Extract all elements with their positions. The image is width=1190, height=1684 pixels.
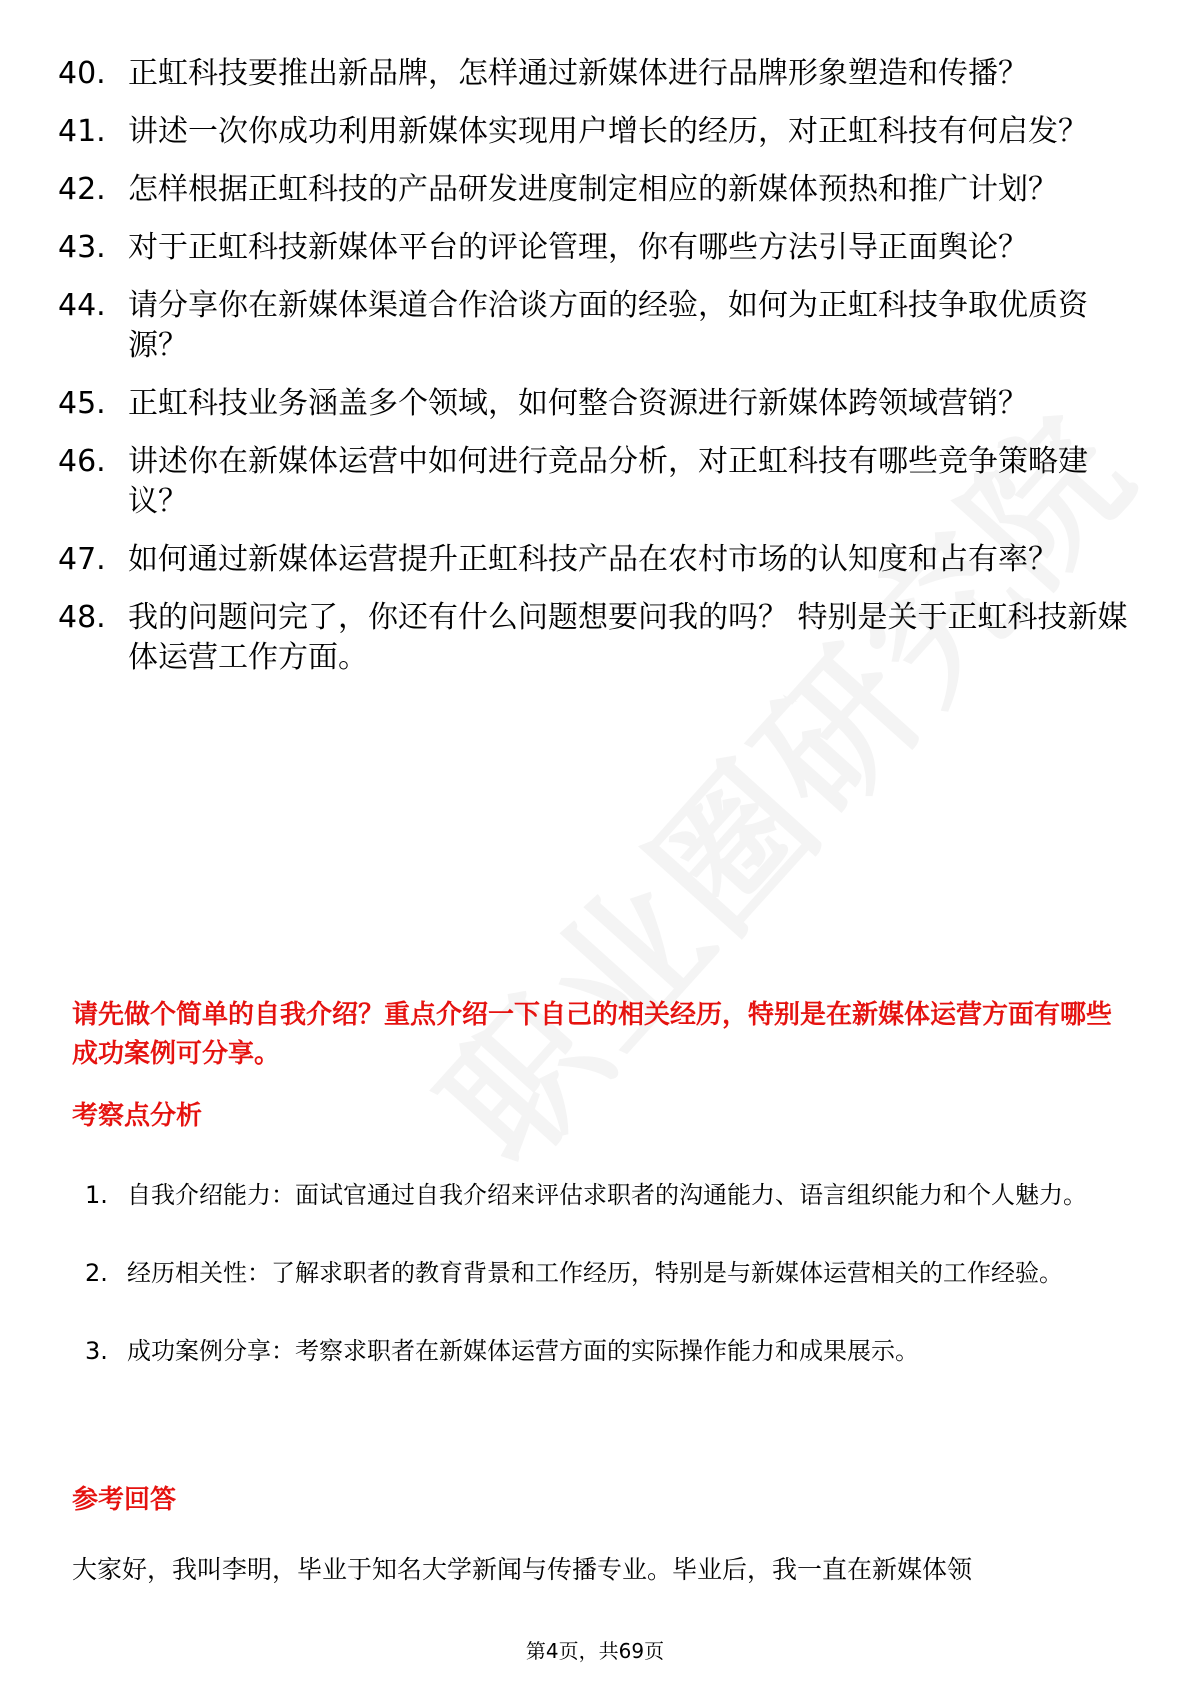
page-footer: 第4页，共69页 bbox=[525, 1639, 665, 1663]
question-item bbox=[58, 442, 1138, 522]
question-text: 请分享你在新媒体渠道合作洽谈方面的经验，如何为正虹科技争取优质资源？ bbox=[128, 288, 1088, 363]
question-item bbox=[58, 384, 1138, 424]
question-number: 40. bbox=[58, 56, 106, 91]
question-number: 46. bbox=[58, 444, 106, 479]
analysis-number: 3. bbox=[85, 1337, 108, 1365]
question-list bbox=[58, 54, 1138, 696]
question-item bbox=[58, 598, 1138, 678]
analysis-item bbox=[85, 1166, 1135, 1224]
question-item bbox=[58, 286, 1138, 366]
analysis-text: 自我介绍能力：面试官通过自我介绍来评估求职者的沟通能力、语言组织能力和个人魅力。 bbox=[127, 1181, 1087, 1209]
question-text: 正虹科技要推出新品牌，怎样通过新媒体进行品牌形象塑造和传播？ bbox=[128, 56, 1028, 91]
analysis-list bbox=[85, 1166, 1135, 1400]
question-text: 对于正虹科技新媒体平台的评论管理，你有哪些方法引导正面舆论？ bbox=[128, 230, 1028, 265]
analysis-text: 成功案例分享：考察求职者在新媒体运营方面的实际操作能力和成果展示。 bbox=[127, 1337, 919, 1365]
question-number: 42. bbox=[58, 172, 106, 207]
question-item bbox=[58, 54, 1138, 94]
analysis-number: 2. bbox=[85, 1259, 108, 1287]
analysis-text: 经历相关性：了解求职者的教育背景和工作经历，特别是与新媒体运营相关的工作经验。 bbox=[127, 1259, 1063, 1287]
analysis-item bbox=[85, 1322, 1135, 1380]
question-number: 44. bbox=[58, 288, 106, 323]
question-number: 48. bbox=[58, 600, 106, 635]
question-item bbox=[58, 540, 1138, 580]
question-text: 怎样根据正虹科技的产品研发进度制定相应的新媒体预热和推广计划？ bbox=[128, 172, 1058, 207]
question-item bbox=[58, 170, 1138, 210]
question-number: 41. bbox=[58, 114, 106, 149]
reference-heading: 参考回答 bbox=[72, 1485, 177, 1515]
analysis-heading: 考察点分析 bbox=[72, 1101, 203, 1131]
question-text: 如何通过新媒体运营提升正虹科技产品在农村市场的认知度和占有率？ bbox=[128, 542, 1058, 577]
question-text: 我的问题问完了，你还有什么问题想要问我的吗？ 特别是关于正虹科技新媒体运营工作方面。 bbox=[128, 600, 1128, 675]
highlight-question: 请先做个简单的自我介绍？重点介绍一下自己的相关经历，特别是在新媒体运营方面有哪些成功案例可分享。 bbox=[72, 1000, 1113, 1069]
question-text: 正虹科技业务涵盖多个领域，如何整合资源进行新媒体跨领域营销？ bbox=[128, 386, 1028, 421]
analysis-number: 1. bbox=[85, 1181, 108, 1209]
reference-answer: 大家好，我叫李明，毕业于知名大学新闻与传播专业。毕业后，我一直在新媒体领 bbox=[72, 1555, 973, 1584]
question-number: 43. bbox=[58, 230, 106, 265]
question-item bbox=[58, 112, 1138, 152]
question-number: 45. bbox=[58, 386, 106, 421]
question-number: 47. bbox=[58, 542, 106, 577]
question-item bbox=[58, 228, 1138, 268]
analysis-item bbox=[85, 1244, 1135, 1302]
question-text: 讲述一次你成功利用新媒体实现用户增长的经历，对正虹科技有何启发？ bbox=[128, 114, 1088, 149]
question-text: 讲述你在新媒体运营中如何进行竞品分析，对正虹科技有哪些竞争策略建议？ bbox=[128, 444, 1088, 519]
